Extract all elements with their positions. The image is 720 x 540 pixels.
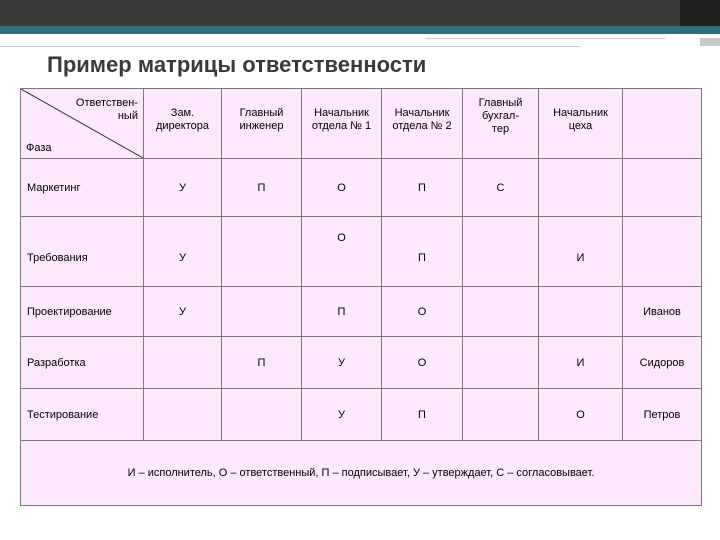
matrix-cell: [144, 217, 222, 287]
matrix-cell: [144, 337, 222, 389]
column-header-text: Начальник отдела № 2: [392, 107, 452, 132]
matrix-cell: [222, 217, 302, 287]
matrix-cell: [539, 159, 623, 217]
matrix-cell: [222, 389, 302, 441]
table-row: [21, 389, 702, 441]
corner-cell: [21, 89, 144, 159]
table-row: [21, 159, 702, 217]
matrix-cell: У: [144, 287, 222, 337]
cell-text: П: [418, 251, 426, 264]
matrix-cell: [463, 287, 539, 337]
decorative-line: [0, 46, 580, 47]
decorative-block: [700, 38, 720, 46]
column-header: [463, 89, 539, 159]
column-header: [144, 89, 222, 159]
phase-cell: Проектирование: [21, 287, 144, 337]
cell-text: О: [337, 231, 346, 244]
slide-title: Пример матрицы ответственности: [47, 52, 427, 77]
responsibility-matrix: [20, 88, 702, 506]
matrix-cell: Иванов: [623, 287, 702, 337]
matrix-cell: [539, 287, 623, 337]
matrix-cell: Петров: [623, 389, 702, 441]
cell-text: У: [179, 251, 186, 264]
column-header: [623, 89, 702, 159]
column-header: [222, 89, 302, 159]
phase-text: Требования: [27, 251, 88, 264]
phase-cell: Маркетинг: [21, 159, 144, 217]
matrix-cell: П: [222, 337, 302, 389]
column-header: [382, 89, 463, 159]
column-header-text: Зам. директора: [155, 107, 209, 132]
matrix-cell: [222, 287, 302, 337]
phase-cell: Тестирование: [21, 389, 144, 441]
corner-top-text: Ответствен- ный: [75, 97, 138, 122]
matrix-cell: [463, 217, 539, 287]
matrix-cell: [302, 217, 382, 287]
cell-text: И: [576, 251, 585, 264]
corner-label-phase: Фаза: [26, 142, 52, 154]
matrix-cell: У: [144, 159, 222, 217]
matrix-cell: [623, 217, 702, 287]
column-header: [302, 89, 382, 159]
matrix-cell: И: [539, 337, 623, 389]
phase-cell: [21, 217, 144, 287]
column-header-text: Начальник цеха: [553, 107, 608, 132]
matrix-cell: Сидоров: [623, 337, 702, 389]
column-header-text: Главный бухгал- тер: [478, 97, 523, 135]
matrix-cell: [382, 217, 463, 287]
matrix-cell: О: [382, 337, 463, 389]
matrix-cell: У: [302, 337, 382, 389]
table-row: [21, 217, 702, 287]
matrix-cell: [144, 389, 222, 441]
matrix-cell: [463, 337, 539, 389]
matrix-cell: С: [463, 159, 539, 217]
matrix-cell: П: [222, 159, 302, 217]
top-bar-corner: [680, 0, 720, 26]
header-row: [21, 89, 702, 159]
phase-cell: Разработка: [21, 337, 144, 389]
corner-label-responsible: [76, 97, 138, 123]
matrix-cell: О: [539, 389, 623, 441]
column-header-text: Начальник отдела № 1: [311, 107, 372, 132]
column-header-text: Главный инженер: [239, 107, 284, 132]
legend-row: [21, 441, 702, 506]
matrix-cell: [463, 389, 539, 441]
matrix-cell: П: [382, 159, 463, 217]
matrix-cell: О: [382, 287, 463, 337]
column-header: [539, 89, 623, 159]
legend-text: И – исполнитель, О – ответственный, П – подписывает, У – утверждает, С – согласовывает.: [21, 441, 702, 506]
accent-band: [0, 26, 720, 34]
matrix-cell: О: [302, 159, 382, 217]
matrix-cell: У: [302, 389, 382, 441]
matrix-cell: П: [302, 287, 382, 337]
decorative-line: [425, 38, 665, 39]
top-bar: [0, 0, 720, 26]
matrix-cell: [623, 159, 702, 217]
matrix-cell: [539, 217, 623, 287]
matrix-cell: П: [382, 389, 463, 441]
table-row: [21, 337, 702, 389]
table-row: [21, 287, 702, 337]
